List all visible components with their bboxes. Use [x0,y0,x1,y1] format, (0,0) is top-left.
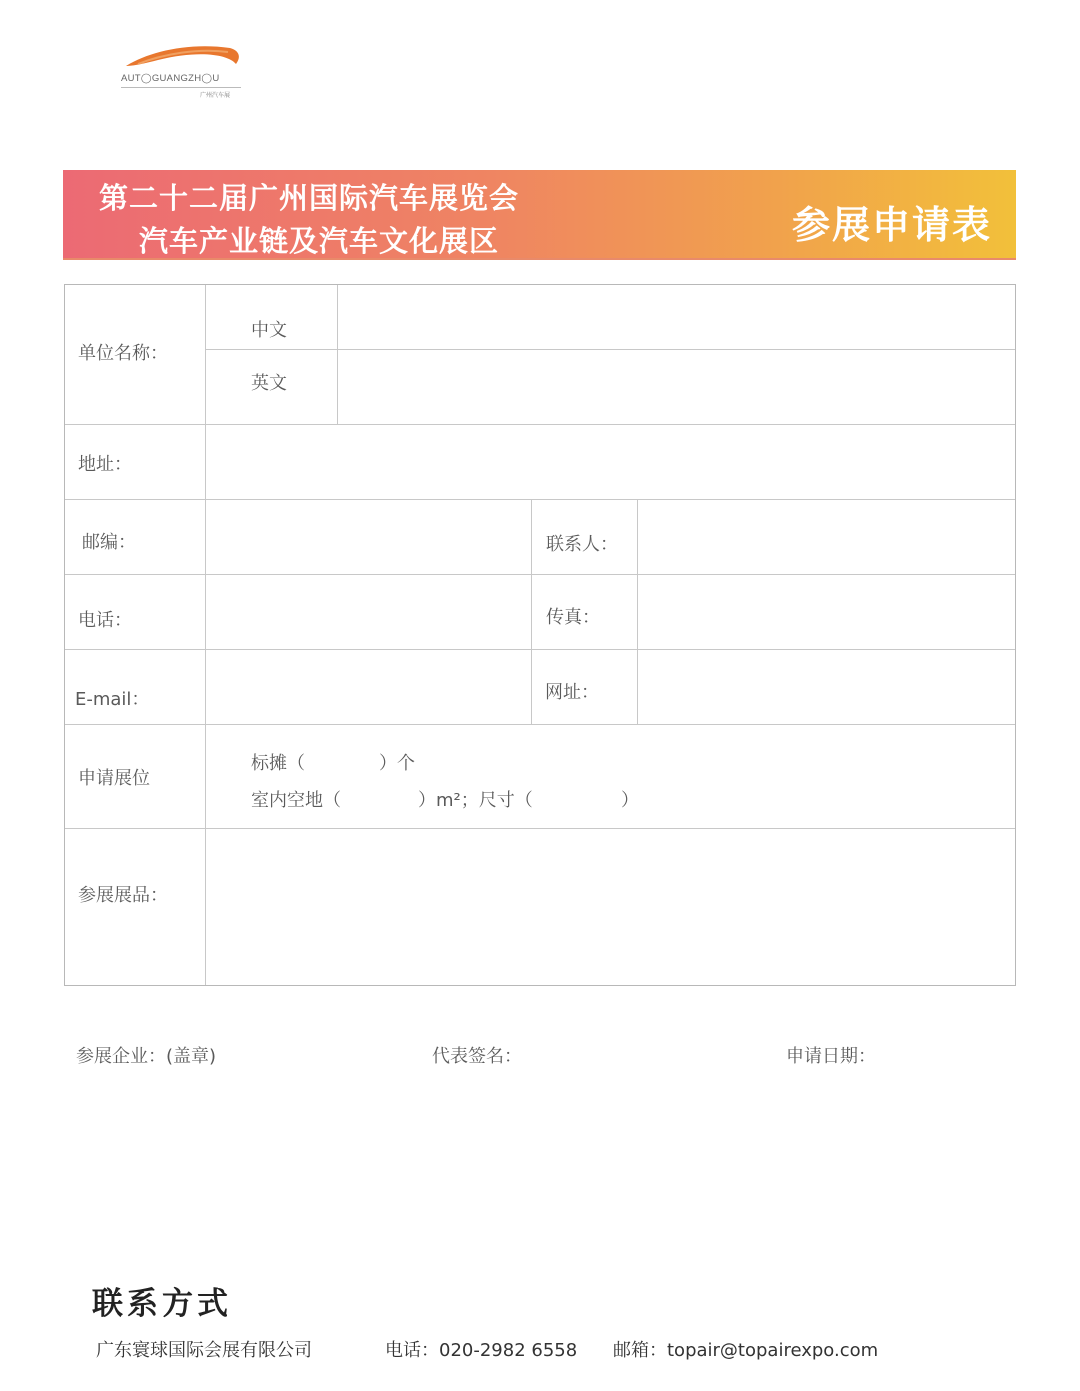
size-field[interactable] [527,782,617,810]
email-label: E-mail： [75,689,150,710]
logo-text: AUT◯GUANGZH◯U [121,73,220,84]
application-date-label: 申请日期： [786,1046,876,1067]
indoor-space-close: ）m²；尺寸（ [418,790,533,811]
postcode-field[interactable] [207,501,530,573]
row-divider [65,724,1015,725]
name-row-divider [205,349,1015,350]
english-label: 英文 [251,373,287,394]
logo-divider [121,87,241,88]
logo-subtext: 广州汽车展 [200,92,231,99]
logo-swoosh-icon [118,40,248,74]
mid-column-divider [531,500,532,725]
contact-email: 邮箱：topair@topairexpo.com [613,1340,879,1361]
contact-company: 广东寰球国际会展有限公司 [96,1340,312,1361]
auto-guangzhou-logo [118,40,248,102]
phone-label: 电话： [78,610,132,631]
representative-signature-label: 代表签名： [432,1046,522,1067]
event-subtitle: 汽车产业链及汽车文化展区 [139,224,500,258]
event-title: 第二十二届广州国际汽车展览会 [99,181,520,215]
contact-phone: 电话：020-2982 6558 [385,1340,578,1361]
standard-booth-close: ）个 [379,753,415,774]
standard-booth-open: 标摊（ [251,753,305,774]
address-field[interactable] [207,426,1014,498]
row-divider [65,649,1015,650]
contact-person-label: 联系人： [546,534,618,555]
fax-field[interactable] [639,576,1014,648]
contact-person-field[interactable] [639,501,1014,573]
row-divider [65,574,1015,575]
row-divider [65,828,1015,829]
contact-title: 联系方式 [92,1286,232,1322]
booth-label: 申请展位 [78,768,150,789]
fax-label: 传真： [546,607,600,628]
size-close: ） [621,790,639,811]
form-title: 参展申请表 [791,203,992,247]
title-banner [63,170,1016,260]
row-divider [65,499,1015,500]
row-divider [65,424,1015,425]
phone-field[interactable] [207,576,530,648]
website-label: 网址： [545,682,599,703]
application-form-table [64,284,1016,986]
indoor-space-open: 室内空地（ [251,790,341,811]
company-name-english-field[interactable] [339,351,1014,423]
label-column-divider [205,285,206,985]
address-label: 地址： [78,454,132,475]
website-field[interactable] [639,651,1014,723]
email-field[interactable] [207,651,530,723]
exhibits-label: 参展展品： [78,885,168,906]
right-label-divider [637,500,638,725]
postcode-label: 邮编： [82,532,136,553]
company-seal-label: 参展企业：(盖章) [76,1046,217,1067]
chinese-label: 中文 [251,320,287,341]
company-name-label: 单位名称： [78,343,168,364]
language-column-divider [337,285,338,424]
exhibits-field[interactable] [207,830,1014,985]
indoor-space-area-field[interactable] [345,782,415,810]
company-name-chinese-field[interactable] [339,286,1014,348]
standard-booth-count-field[interactable] [309,745,377,773]
